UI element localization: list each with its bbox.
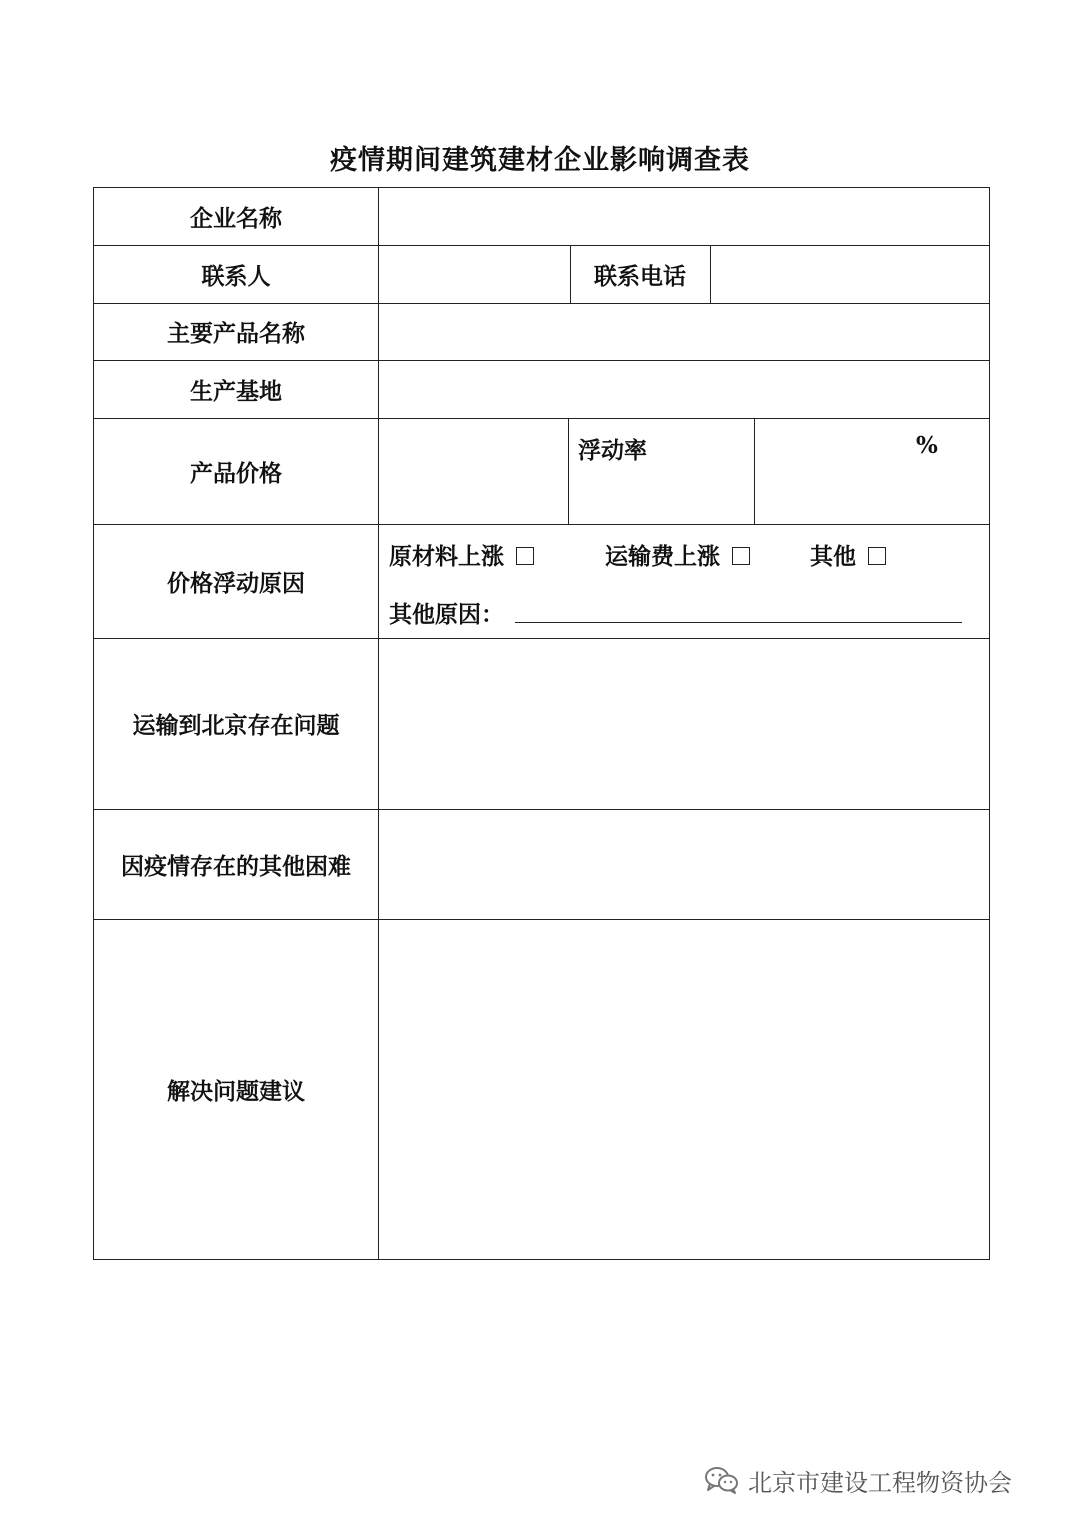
- company-name-label: 企业名称: [190, 205, 282, 232]
- checkbox-icon[interactable]: [516, 547, 534, 565]
- column-divider: [378, 188, 379, 1259]
- checkbox-icon[interactable]: [868, 547, 886, 565]
- other-difficulty-label: 因疫情存在的其他困难: [121, 852, 351, 880]
- other-reason-field[interactable]: [515, 622, 962, 623]
- reason-option-raw-materials[interactable]: [389, 538, 534, 571]
- wechat-icon: [704, 1465, 740, 1495]
- production-base-label: 生产基地: [190, 377, 282, 405]
- price-reason-label: 价格浮动原因: [167, 569, 305, 597]
- product-price-label: 产品价格: [190, 459, 282, 487]
- main-product-label: 主要产品名称: [167, 320, 305, 347]
- column-divider: [568, 418, 569, 524]
- transport-issue-label: 运输到北京存在问题: [132, 712, 340, 739]
- column-divider: [710, 245, 711, 303]
- checkbox-icon[interactable]: [732, 547, 750, 565]
- reason-option-other[interactable]: [810, 538, 886, 571]
- percent-sign: %: [916, 432, 938, 459]
- contact-person-label: 联系人: [201, 262, 271, 290]
- contact-phone-label: 联系电话: [594, 262, 686, 290]
- reason-option-label: 运输费上涨: [605, 543, 720, 570]
- watermark-text: 北京市建设工程物资协会: [748, 1468, 1012, 1497]
- other-reason-label: 其他原因：: [389, 601, 504, 628]
- survey-table: [93, 187, 990, 1260]
- reason-option-label: 其他: [810, 543, 856, 570]
- suggestion-label: 解决问题建议: [167, 1077, 305, 1105]
- float-rate-label: 浮动率: [578, 437, 647, 464]
- reason-option-label: 原材料上涨: [389, 543, 504, 570]
- form-title: 疫情期间建筑建材企业影响调查表: [330, 145, 750, 176]
- watermark: [704, 1463, 1012, 1497]
- column-divider: [754, 418, 755, 524]
- reason-option-transport-cost[interactable]: [605, 538, 750, 571]
